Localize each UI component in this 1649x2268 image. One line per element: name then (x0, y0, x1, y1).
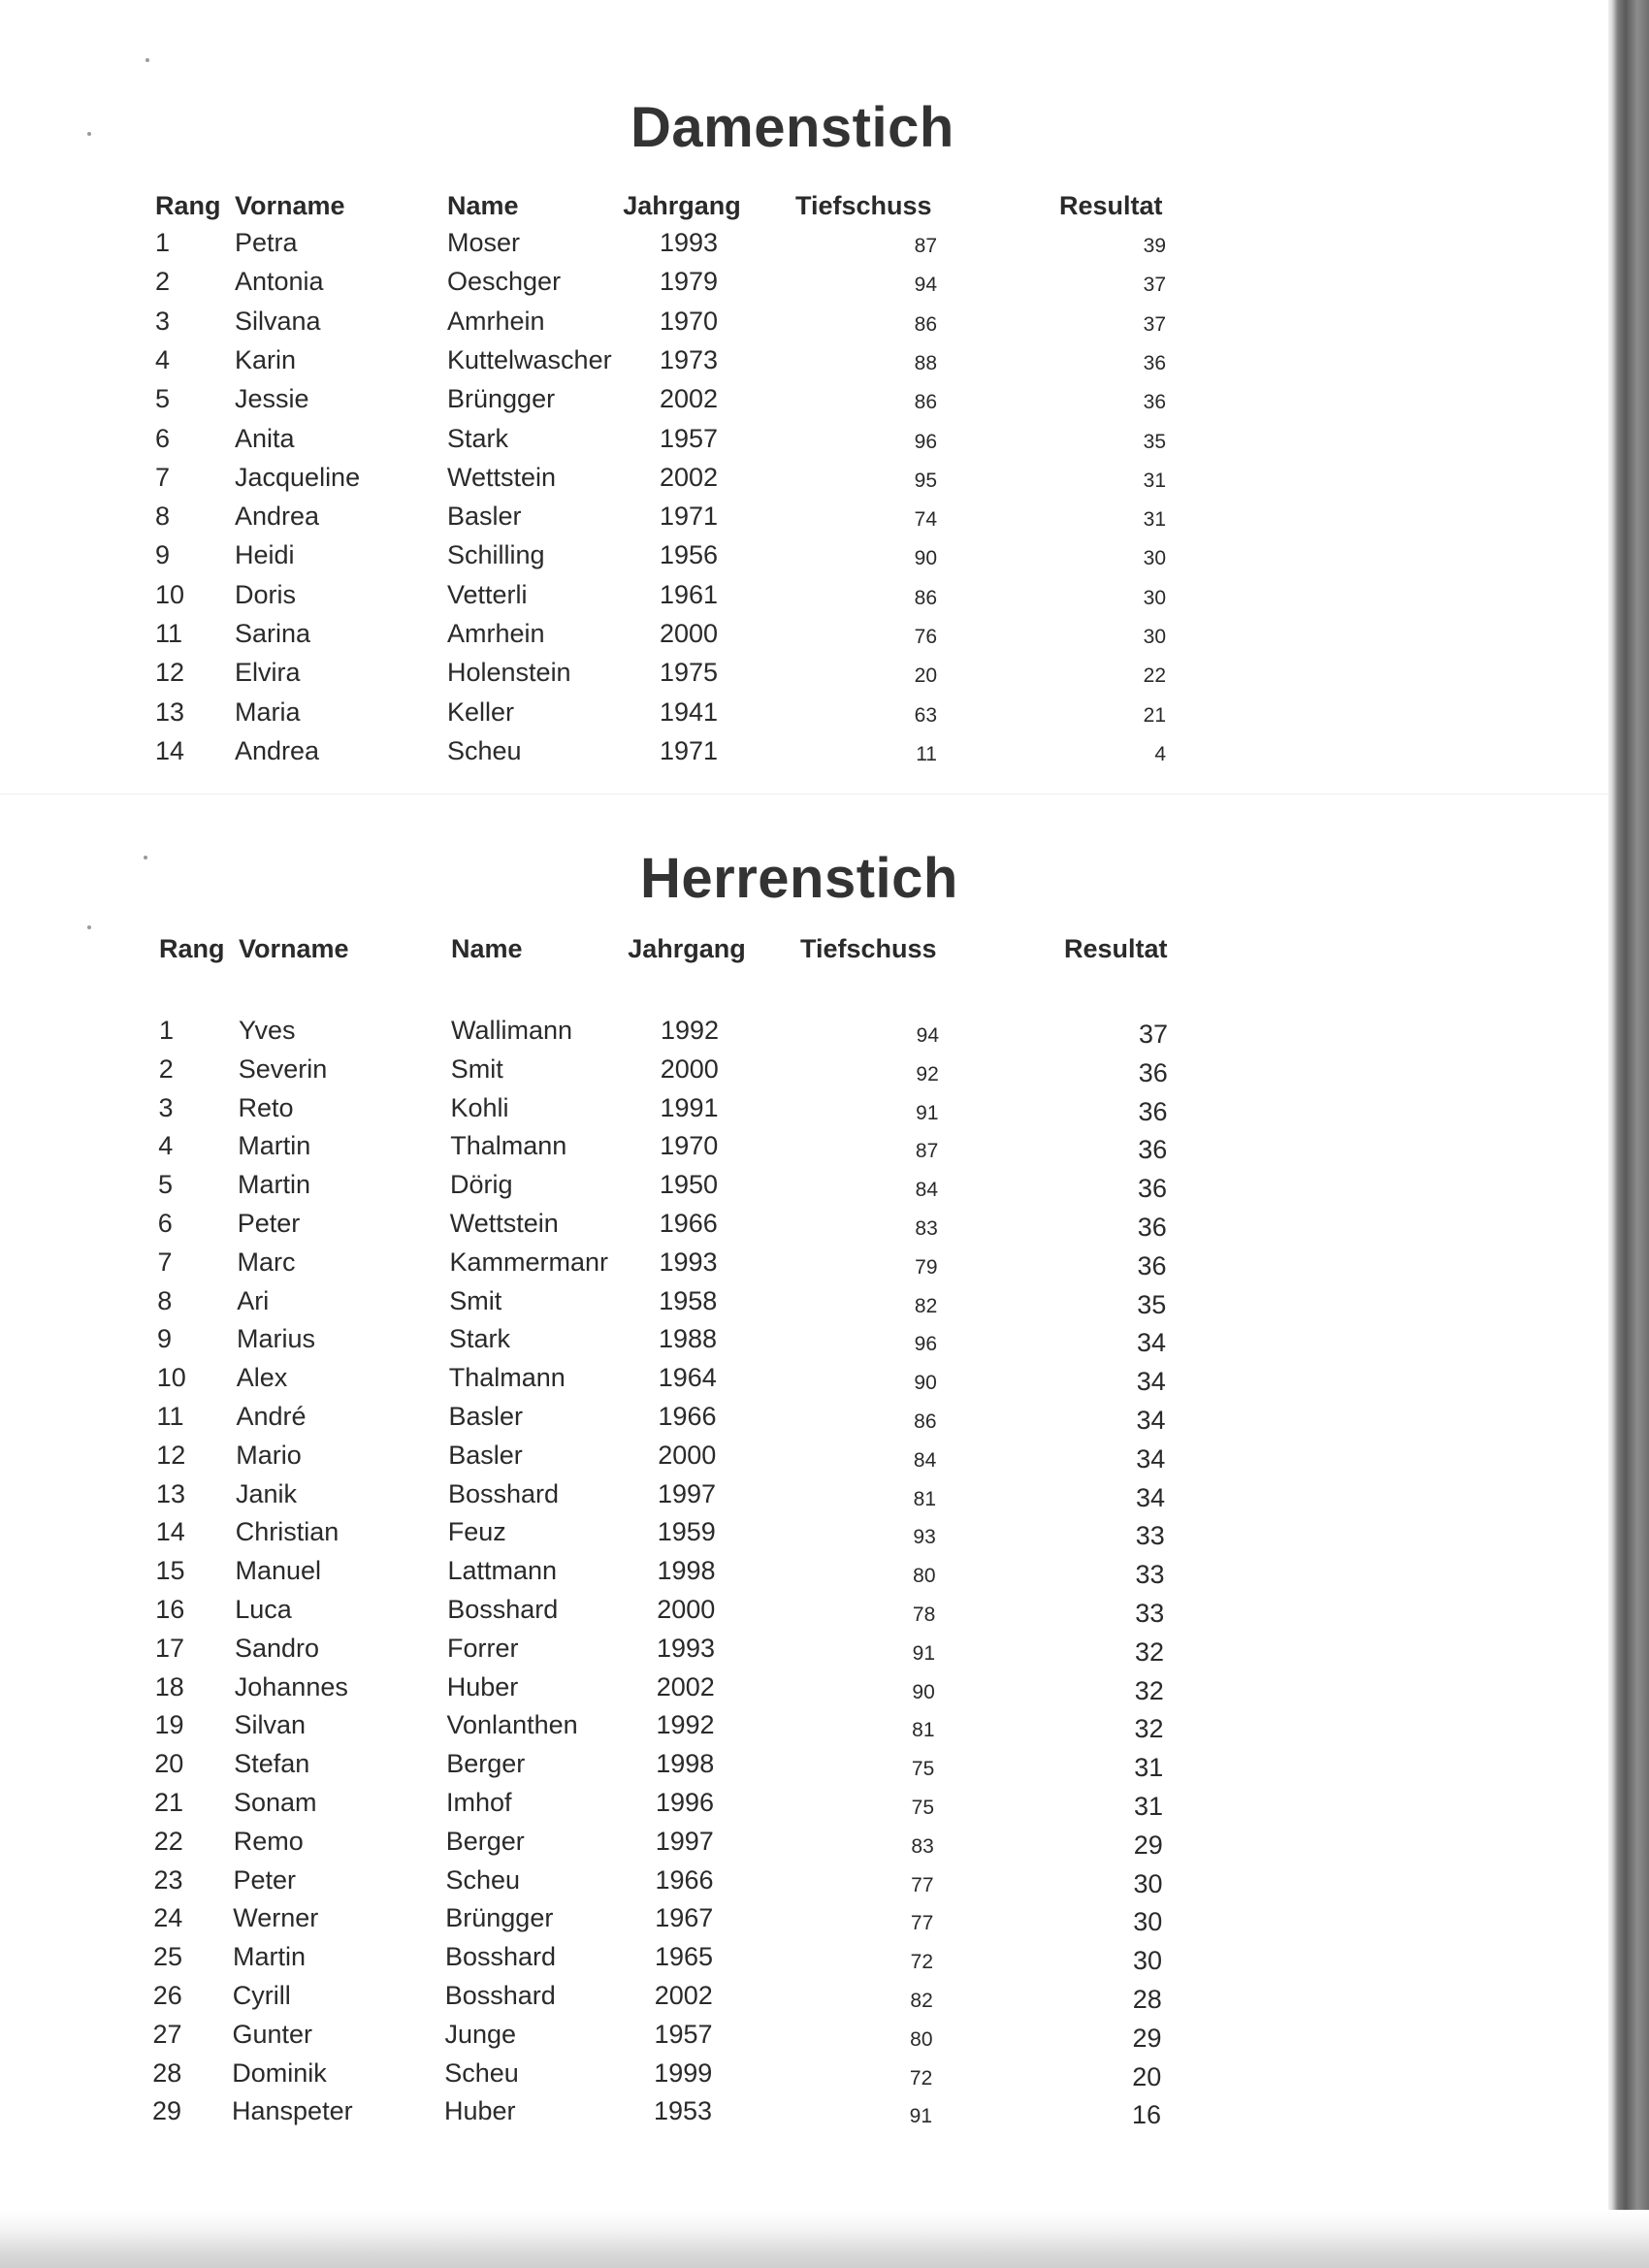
cell-name: Scheu (447, 735, 522, 765)
scan-edge (1608, 0, 1649, 2268)
cell-tiefschuss: 82 (914, 1294, 938, 1317)
cell-jahrgang: 1998 (657, 1556, 716, 1586)
cell-name: Kammermanr (449, 1247, 609, 1277)
cell-vorname: André (236, 1402, 307, 1431)
cell-name: Vetterli (447, 579, 528, 609)
cell-jahrgang: 2002 (654, 1981, 713, 2010)
cell-name: Dörig (450, 1170, 513, 1200)
cell-vorname: Gunter (232, 2019, 313, 2049)
cell-vorname: Silvana (235, 306, 321, 336)
cell-vorname: Dominik (232, 2057, 327, 2088)
cell-vorname: Manuel (235, 1556, 322, 1586)
cell-jahrgang: 1961 (659, 579, 719, 609)
cell-rang: 9 (157, 1324, 173, 1354)
cell-name: Wallimann (451, 1016, 573, 1045)
cell-rang: 15 (155, 1556, 185, 1586)
cell-rang: 26 (152, 1981, 182, 2010)
cell-rang: 25 (153, 1942, 183, 1972)
cell-vorname: Cyrill (232, 1981, 291, 2010)
cell-rang: 18 (154, 1671, 184, 1701)
cell-name: Keller (447, 697, 515, 727)
cell-vorname: Ari (237, 1285, 270, 1315)
cell-name: Huber (446, 1671, 519, 1701)
cell-name: Bosshard (445, 1942, 557, 1972)
cell-vorname: Andrea (235, 502, 320, 532)
header-tiefschuss: Tiefschuss (800, 934, 937, 963)
cell-rang: 4 (158, 1131, 174, 1161)
cell-tiefschuss: 86 (914, 586, 937, 609)
cell-resultat: 36 (1137, 1213, 1167, 1242)
cell-jahrgang: 1992 (660, 1016, 720, 1045)
cell-rang: 9 (155, 540, 171, 570)
cell-rang: 13 (156, 1478, 186, 1508)
cell-tiefschuss: 75 (911, 1797, 934, 1819)
cell-vorname: Sandro (235, 1633, 320, 1663)
cell-rang: 20 (154, 1749, 184, 1779)
header-resultat: Resultat (1059, 191, 1163, 220)
cell-rang: 19 (154, 1710, 184, 1740)
cell-rang: 3 (155, 306, 171, 336)
cell-vorname: Anita (235, 423, 295, 453)
cell-jahrgang: 1965 (654, 1942, 714, 1972)
cell-tiefschuss: 72 (910, 1951, 933, 1974)
cell-vorname: Remo (233, 1826, 304, 1856)
cell-tiefschuss: 80 (910, 2027, 933, 2051)
cell-name: Junge (444, 2019, 517, 2049)
cell-jahrgang: 1967 (655, 1903, 714, 1933)
header-name: Name (447, 191, 519, 220)
cell-resultat: 37 (1143, 274, 1166, 297)
cell-tiefschuss: 11 (916, 742, 937, 765)
cell-vorname: Sonam (234, 1788, 317, 1817)
cell-resultat: 29 (1133, 1830, 1163, 1860)
cell-name: Brüngger (445, 1903, 554, 1933)
cell-resultat: 30 (1143, 626, 1166, 648)
header-jahrgang: Jahrgang (623, 191, 741, 220)
header-vorname: Vorname (235, 191, 345, 220)
cell-vorname: Peter (233, 1864, 297, 1895)
cell-name: Forrer (447, 1633, 519, 1663)
cell-tiefschuss: 94 (914, 274, 937, 297)
cell-name: Wettstein (447, 462, 557, 492)
cell-resultat: 37 (1143, 312, 1166, 336)
herrenstich-title: Herrenstich (640, 847, 958, 910)
cell-rang: 21 (154, 1788, 184, 1817)
cell-vorname: Martin (238, 1131, 311, 1161)
cell-tiefschuss: 90 (912, 1680, 935, 1703)
cell-vorname: Martin (233, 1942, 307, 1972)
cell-jahrgang: 2002 (659, 384, 719, 414)
cell-tiefschuss: 87 (915, 1140, 939, 1163)
cell-resultat: 31 (1134, 1753, 1164, 1783)
cell-tiefschuss: 88 (914, 351, 937, 374)
cell-tiefschuss: 87 (914, 235, 937, 257)
cell-tiefschuss: 93 (913, 1526, 936, 1549)
cell-vorname: Reto (238, 1092, 294, 1122)
header-jahrgang: Jahrgang (628, 934, 746, 963)
cell-vorname: Hanspeter (232, 2096, 353, 2126)
scan-bottom-shadow (0, 2210, 1649, 2268)
cell-name: Huber (444, 2096, 516, 2126)
cell-resultat: 33 (1135, 1599, 1165, 1628)
cell-vorname: Mario (236, 1440, 302, 1470)
cell-tiefschuss: 92 (916, 1062, 939, 1085)
cell-vorname: Marc (237, 1247, 296, 1277)
cell-name: Oeschger (447, 267, 562, 297)
cell-rang: 3 (158, 1092, 174, 1122)
cell-name: Bosshard (448, 1478, 560, 1508)
cell-vorname: Jacqueline (235, 462, 361, 492)
cell-rang: 5 (155, 384, 171, 414)
cell-resultat: 16 (1131, 2100, 1161, 2130)
cell-resultat: 4 (1154, 742, 1166, 765)
cell-rang: 7 (155, 462, 171, 492)
cell-jahrgang: 1966 (659, 1209, 718, 1238)
header-vorname: Vorname (239, 934, 349, 963)
cell-rang: 10 (156, 1363, 186, 1393)
cell-jahrgang: 1950 (659, 1170, 719, 1200)
scan-speck (146, 58, 149, 62)
cell-resultat: 32 (1134, 1714, 1164, 1744)
cell-rang: 6 (157, 1209, 173, 1238)
cell-resultat: 36 (1143, 351, 1166, 374)
cell-resultat: 30 (1133, 1907, 1163, 1937)
cell-name: Bosshard (447, 1595, 559, 1624)
cell-tiefschuss: 83 (915, 1217, 938, 1240)
cell-jahrgang: 1996 (655, 1788, 715, 1817)
cell-vorname: Elvira (235, 658, 301, 688)
cell-vorname: Peter (237, 1209, 301, 1238)
cell-resultat: 36 (1138, 1057, 1168, 1087)
cell-name: Scheu (444, 2057, 519, 2088)
header-name: Name (451, 934, 523, 963)
cell-name: Brüngger (447, 384, 556, 414)
cell-resultat: 28 (1132, 1985, 1162, 2014)
cell-jahrgang: 1953 (653, 2096, 713, 2126)
cell-vorname: Jessie (235, 384, 309, 414)
cell-jahrgang: 1993 (659, 1247, 718, 1277)
cell-tiefschuss: 96 (914, 1333, 937, 1356)
cell-name: Berger (445, 1826, 525, 1856)
cell-jahrgang: 1970 (660, 1131, 719, 1161)
scan-speck (87, 925, 91, 929)
cell-jahrgang: 1998 (656, 1749, 715, 1779)
cell-rang: 27 (152, 2019, 182, 2049)
cell-vorname: Maria (235, 697, 301, 727)
cell-vorname: Christian (235, 1517, 340, 1547)
cell-rang: 28 (152, 2057, 182, 2088)
cell-vorname: Stefan (234, 1749, 310, 1779)
cell-jahrgang: 1991 (660, 1092, 719, 1122)
cell-jahrgang: 1964 (658, 1363, 717, 1393)
cell-jahrgang: 1993 (659, 228, 719, 257)
cell-jahrgang: 1988 (658, 1324, 718, 1354)
cell-jahrgang: 1992 (656, 1710, 715, 1740)
cell-vorname: Werner (233, 1903, 319, 1933)
cell-resultat: 31 (1143, 508, 1166, 532)
cell-name: Smit (450, 1053, 503, 1084)
cell-tiefschuss: 96 (914, 430, 937, 453)
cell-resultat: 32 (1134, 1636, 1164, 1667)
cell-tiefschuss: 94 (916, 1024, 939, 1047)
cell-name: Wettstein (449, 1209, 559, 1238)
cell-rang: 8 (157, 1285, 173, 1315)
cell-resultat: 30 (1133, 1868, 1163, 1898)
cell-jahrgang: 1979 (659, 267, 719, 297)
cell-jahrgang: 2000 (659, 619, 719, 648)
header-resultat: Resultat (1064, 934, 1168, 963)
cell-jahrgang: 1997 (655, 1826, 714, 1856)
cell-tiefschuss: 84 (913, 1448, 937, 1472)
cell-tiefschuss: 74 (914, 508, 937, 532)
cell-tiefschuss: 63 (914, 703, 937, 727)
cell-tiefschuss: 91 (916, 1101, 939, 1124)
header-tiefschuss: Tiefschuss (795, 191, 932, 220)
cell-rang: 5 (158, 1170, 174, 1200)
damenstich-title: Damenstich (630, 96, 954, 159)
cell-tiefschuss: 78 (912, 1604, 936, 1626)
cell-resultat: 39 (1143, 235, 1166, 257)
cell-jahrgang: 1957 (659, 423, 719, 453)
cell-rang: 14 (155, 735, 185, 765)
cell-rang: 22 (153, 1826, 183, 1856)
cell-tiefschuss: 80 (913, 1565, 936, 1588)
cell-name: Vonlanthen (446, 1710, 578, 1740)
cell-vorname: Silvan (234, 1710, 307, 1740)
cell-resultat: 37 (1138, 1020, 1168, 1049)
cell-tiefschuss: 76 (914, 626, 937, 648)
cell-rang: 4 (155, 344, 171, 374)
cell-tiefschuss: 72 (909, 2066, 933, 2090)
cell-name: Lattmann (447, 1556, 558, 1586)
cell-resultat: 32 (1134, 1675, 1164, 1705)
cell-rang: 13 (155, 697, 185, 727)
cell-jahrgang: 1971 (659, 735, 719, 765)
cell-name: Scheu (445, 1864, 521, 1895)
cell-rang: 23 (153, 1864, 183, 1895)
cell-jahrgang: 1959 (657, 1517, 716, 1547)
cell-rang: 29 (152, 2096, 182, 2126)
cell-jahrgang: 2002 (656, 1671, 715, 1701)
cell-rang: 1 (155, 228, 171, 257)
cell-vorname: Luca (235, 1595, 292, 1624)
cell-jahrgang: 1973 (659, 344, 719, 374)
scan-speck (144, 856, 147, 859)
cell-resultat: 36 (1138, 1135, 1168, 1165)
cell-jahrgang: 1997 (657, 1478, 717, 1508)
cell-jahrgang: 1966 (655, 1864, 714, 1895)
cell-name: Thalmann (448, 1363, 566, 1393)
cell-rang: 8 (155, 502, 171, 532)
cell-rang: 10 (155, 579, 185, 609)
scan-speck (87, 132, 91, 136)
cell-resultat: 22 (1143, 664, 1166, 688)
header-rang: Rang (155, 191, 221, 220)
cell-jahrgang: 2000 (660, 1053, 719, 1084)
cell-jahrgang: 1941 (659, 697, 719, 727)
cell-tiefschuss: 79 (915, 1255, 938, 1279)
cell-tiefschuss: 84 (915, 1179, 938, 1202)
cell-name: Berger (446, 1749, 526, 1779)
cell-resultat: 30 (1143, 586, 1166, 609)
cell-name: Stark (449, 1324, 511, 1354)
cell-resultat: 30 (1143, 547, 1166, 570)
cell-vorname: Janik (236, 1478, 298, 1508)
cell-tiefschuss: 81 (912, 1719, 935, 1742)
cell-name: Bosshard (444, 1981, 556, 2010)
cell-name: Stark (447, 423, 509, 453)
cell-jahrgang: 1999 (654, 2057, 713, 2088)
cell-name: Moser (447, 228, 521, 257)
cell-rang: 16 (155, 1595, 185, 1624)
cell-resultat: 36 (1143, 391, 1166, 414)
cell-resultat: 35 (1143, 430, 1166, 453)
cell-vorname: Heidi (235, 540, 295, 570)
cell-tiefschuss: 90 (914, 1372, 937, 1395)
cell-jahrgang: 1957 (654, 2019, 713, 2049)
cell-jahrgang: 1975 (659, 658, 719, 688)
cell-rang: 24 (153, 1903, 183, 1933)
cell-jahrgang: 2000 (657, 1595, 716, 1624)
cell-jahrgang: 2002 (659, 462, 719, 492)
cell-tiefschuss: 77 (910, 1912, 934, 1935)
cell-resultat: 33 (1135, 1521, 1165, 1551)
cell-resultat: 34 (1136, 1328, 1166, 1358)
cell-resultat: 36 (1137, 1250, 1167, 1280)
cell-name: Imhof (446, 1788, 512, 1817)
cell-vorname: Yves (239, 1016, 296, 1045)
header-rang: Rang (159, 934, 225, 963)
cell-tiefschuss: 90 (914, 547, 937, 570)
cell-vorname: Alex (236, 1363, 288, 1393)
cell-vorname: Severin (238, 1053, 328, 1084)
cell-name: Kuttelwascher (447, 344, 612, 374)
cell-rang: 12 (155, 658, 185, 688)
cell-name: Amrhein (447, 306, 545, 336)
cell-tiefschuss: 83 (911, 1834, 934, 1858)
cell-rang: 6 (155, 423, 171, 453)
cell-rang: 2 (155, 267, 171, 297)
cell-name: Kohli (450, 1092, 509, 1122)
cell-resultat: 29 (1132, 2023, 1162, 2053)
cell-rang: 1 (159, 1016, 175, 1045)
cell-resultat: 36 (1137, 1174, 1167, 1204)
cell-rang: 11 (155, 619, 183, 648)
cell-vorname: Karin (235, 344, 297, 374)
cell-tiefschuss: 86 (914, 312, 937, 336)
cell-tiefschuss: 82 (910, 1990, 933, 2012)
cell-resultat: 34 (1136, 1443, 1166, 1474)
cell-tiefschuss: 77 (911, 1873, 934, 1896)
cell-name: Thalmann (450, 1131, 567, 1161)
cell-resultat: 36 (1138, 1096, 1168, 1126)
cell-vorname: Doris (235, 579, 297, 609)
cell-tiefschuss: 91 (912, 1641, 935, 1665)
cell-rang: 17 (155, 1633, 185, 1663)
cell-resultat: 34 (1135, 1482, 1165, 1512)
cell-jahrgang: 1971 (659, 502, 719, 532)
cell-resultat: 31 (1133, 1792, 1163, 1821)
cell-vorname: Martin (238, 1170, 311, 1200)
cell-name: Holenstein (447, 658, 571, 688)
cell-tiefschuss: 91 (909, 2105, 932, 2128)
cell-rang: 14 (155, 1517, 185, 1547)
cell-name: Basler (448, 1402, 524, 1431)
cell-rang: 11 (156, 1402, 184, 1431)
cell-tiefschuss: 86 (914, 1410, 937, 1433)
cell-tiefschuss: 95 (914, 469, 937, 492)
cell-vorname: Marius (237, 1324, 316, 1354)
cell-resultat: 31 (1143, 469, 1166, 492)
cell-name: Feuz (447, 1517, 506, 1547)
cell-resultat: 35 (1137, 1289, 1167, 1319)
cell-jahrgang: 1970 (659, 306, 719, 336)
cell-vorname: Petra (235, 228, 298, 257)
cell-tiefschuss: 81 (913, 1487, 936, 1510)
cell-jahrgang: 1956 (659, 540, 719, 570)
cell-resultat: 30 (1132, 1946, 1162, 1976)
cell-resultat: 34 (1136, 1367, 1166, 1397)
cell-jahrgang: 2000 (658, 1440, 717, 1470)
cell-vorname: Johannes (234, 1671, 348, 1701)
cell-tiefschuss: 75 (911, 1758, 935, 1781)
cell-rang: 2 (158, 1053, 174, 1084)
cell-jahrgang: 1958 (659, 1285, 718, 1315)
cell-vorname: Andrea (235, 735, 320, 765)
cell-vorname: Antonia (235, 267, 324, 297)
cell-name: Schilling (447, 540, 545, 570)
cell-jahrgang: 1993 (656, 1633, 716, 1663)
cell-rang: 7 (157, 1247, 173, 1277)
cell-resultat: 20 (1132, 2061, 1162, 2091)
cell-name: Basler (448, 1440, 523, 1470)
cell-tiefschuss: 20 (914, 664, 937, 688)
cell-name: Smit (449, 1285, 502, 1315)
cell-rang: 12 (156, 1440, 186, 1470)
cell-resultat: 34 (1136, 1406, 1166, 1435)
cell-resultat: 33 (1135, 1560, 1165, 1590)
cell-tiefschuss: 86 (914, 391, 937, 414)
cell-resultat: 21 (1143, 703, 1166, 727)
cell-name: Basler (447, 502, 522, 532)
cell-jahrgang: 1966 (658, 1402, 717, 1431)
cell-name: Amrhein (447, 619, 545, 648)
cell-vorname: Sarina (235, 619, 311, 648)
